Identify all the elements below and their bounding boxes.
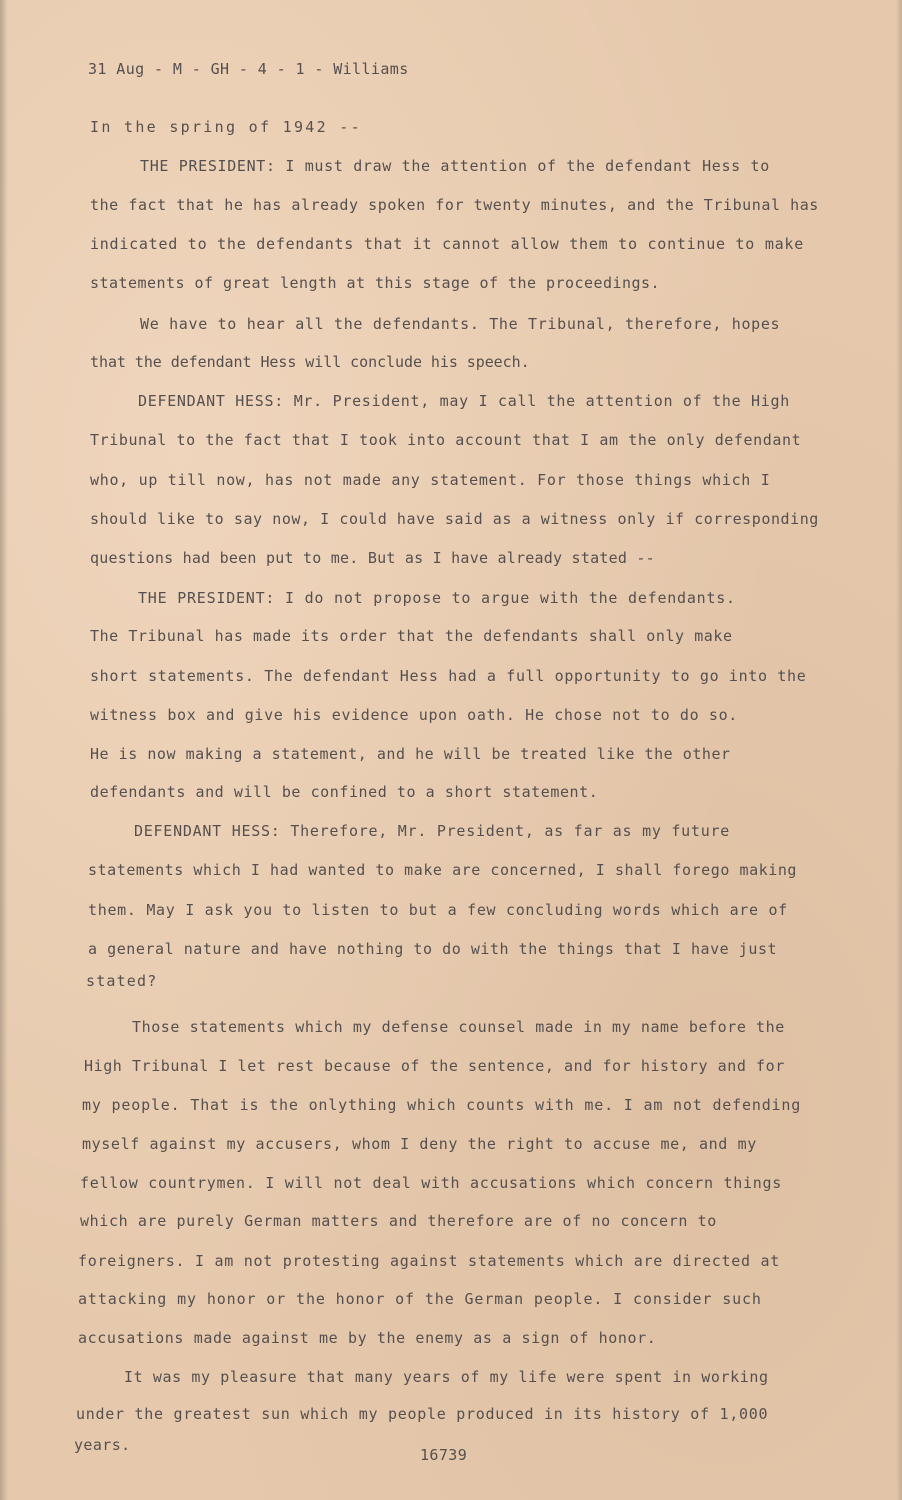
text-line: statements of great length at this stage of the proceedings. [90,274,661,292]
text-line: High Tribunal I let rest because of the sentence, and for history and for [84,1057,785,1075]
text-line: In the spring of 1942 -- [90,118,362,136]
text-line: statements which I had wanted to make are concerned, I shall forego making [88,861,797,879]
text-line: THE PRESIDENT: I must draw the attention of the defendant Hess to [140,157,770,175]
page-header: 31 Aug - M - GH - 4 - 1 - Williams [88,60,409,78]
text-line: The Tribunal has made its order that the defendants shall only make [90,627,733,645]
text-line: We have to hear all the defendants. The Tribunal, therefore, hopes [140,315,781,333]
text-line: indicated to the defendants that it cannot allow them to continue to make [90,235,804,253]
text-line: questions had been put to me. But as I have already stated -- [90,549,655,567]
text-line: which are purely German matters and therefore are of no concern to [80,1212,717,1230]
text-line: short statements. The defendant Hess had a full opportunity to go into the [90,667,807,685]
text-line: fellow countrymen. I will not deal with accusations which concern things [80,1174,783,1192]
text-line: years. [74,1436,131,1454]
text-line: foreigners. I am not protesting against statements which are directed at [78,1252,781,1270]
text-line: accusations made against me by the enemy as a sign of honor. [78,1329,657,1347]
text-line: witness box and give his evidence upon oath. He chose not to do so. [90,706,738,724]
text-line: He is now making a statement, and he will be treated like the other [90,745,731,763]
text-line: It was my pleasure that many years of my life were spent in working [124,1368,769,1386]
text-line: who, up till now, has not made any statement. For those things which I [90,471,771,489]
text-line: Those statements which my defense counsel made in my name before the [132,1018,785,1036]
text-line: THE PRESIDENT: I do not propose to argue with the defendants. [138,589,736,607]
page-number: 16739 [420,1446,468,1464]
text-line: stated? [86,972,158,990]
text-line: the fact that he has already spoken for twenty minutes, and the Tribunal has [90,196,819,214]
text-line: myself against my accusers, whom I deny the right to accuse me, and my [82,1135,757,1153]
text-line: that the defendant Hess will conclude his speech. [90,353,530,371]
text-line: under the greatest sun which my people produced in its history of 1,000 [76,1405,769,1423]
text-line: Tribunal to the fact that I took into account that I am the only defendant [90,431,802,449]
page-edge-left [0,0,8,1500]
text-line: my people. That is the onlything which counts with me. I am not defending [82,1096,802,1114]
text-line: DEFENDANT HESS: Therefore, Mr. President, as far as my future [134,822,731,840]
text-line: them. May I ask you to listen to but a few concluding words which are of [88,901,788,919]
text-line: a general nature and have nothing to do with the things that I have just [88,940,778,958]
text-line: should like to say now, I could have said as a witness only if corresponding [90,510,819,528]
text-line: defendants and will be confined to a short statement. [90,783,599,801]
text-line: DEFENDANT HESS: Mr. President, may I call the attention of the High [138,392,790,410]
page-edge-right [896,0,902,1500]
text-line: attacking my honor or the honor of the German people. I consider such [78,1290,762,1308]
